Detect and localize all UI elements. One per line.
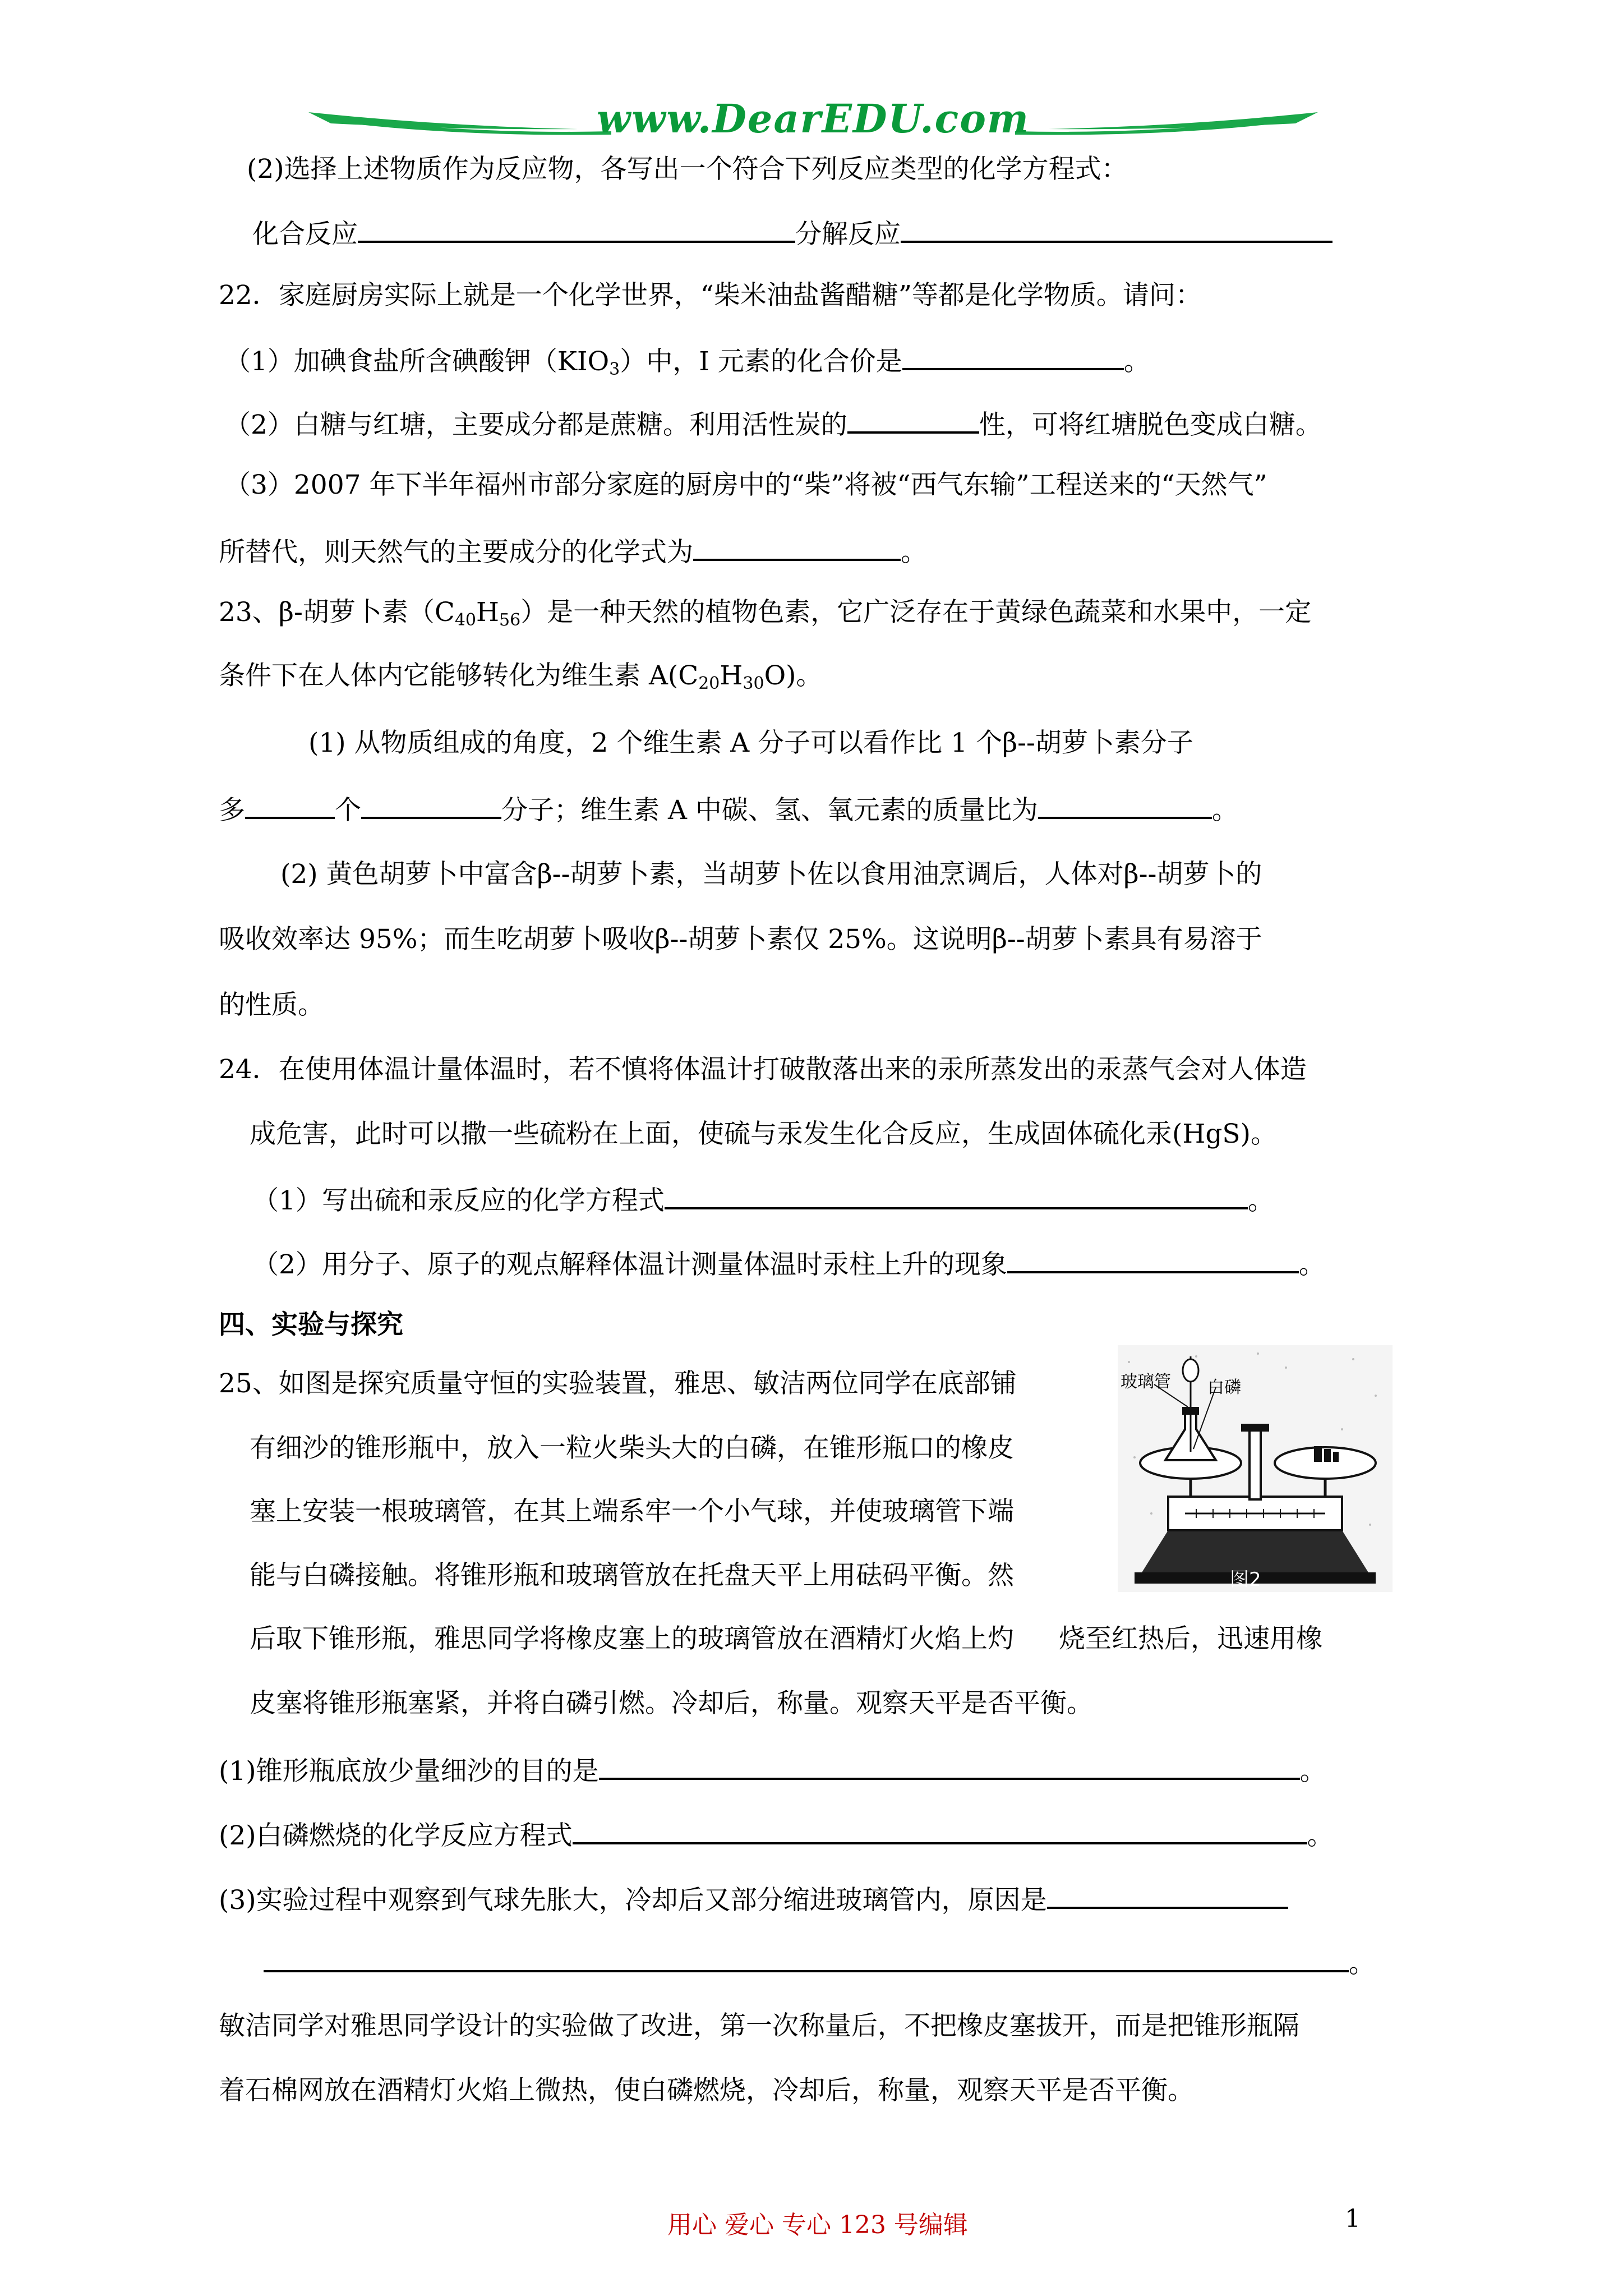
footer-note: 用心 爱心 专心 123 号编辑 (667, 2211, 968, 2239)
q25-improvement: 敏洁同学对雅思同学设计的实验做了改进，第一次称量后，不把橡皮塞拔开，而是把锥形瓶隔 (219, 2010, 1299, 2041)
q24-part2: （2）用分子、原子的观点解释体温计测量体温时汞柱上升的现象 。 (252, 1246, 1325, 1280)
balance-apparatus-figure (1118, 1345, 1393, 1592)
answer-blank[interactable] (847, 407, 979, 434)
page-number: 1 (1345, 2205, 1361, 2233)
q23-part1-blanks: 多 个 分子；维生素 A 中碳、氢、氧元素的质量比为 。 (219, 792, 1238, 826)
answer-blank[interactable] (1007, 1246, 1299, 1273)
q24-stem: 24．在使用体温计量体温时，若不慎将体温计打破散落出来的汞所蒸发出的汞蒸气会对人体造 (219, 1054, 1307, 1085)
q25-improvement-cont: 着石棉网放在酒精灯火焰上微热，使白磷燃烧，冷却后，称量，观察天平是否平衡。 (219, 2075, 1194, 2106)
answer-blank[interactable] (599, 1753, 1300, 1780)
q23-part2-cont: 吸收效率达 95%；而生吃胡萝卜吸收β--胡萝卜素仅 25%。这说明β--胡萝卜素具有易溶于 (219, 924, 1262, 955)
answer-blank[interactable] (665, 1182, 1248, 1209)
q25-stem-4: 能与白磷接触。将锥形瓶和玻璃管放在托盘天平上用砝码平衡。然 (250, 1560, 1014, 1591)
answer-blank[interactable] (1038, 792, 1212, 819)
site-url: www.DearEDU.com (596, 95, 1030, 142)
q24-part1: （1）写出硫和汞反应的化学方程式 。 (252, 1182, 1274, 1216)
answer-blank[interactable] (573, 1818, 1307, 1844)
q22-part3: （3）2007 年下半年福州市部分家庭的厨房中的“柴”将被“西气东输”工程送来的“天然气” (224, 470, 1267, 500)
combination-label: 化合反应 (252, 219, 358, 250)
section-heading: 四、实验与探究 (219, 1309, 403, 1340)
figure-label-glass-tube: 玻璃管 (1121, 1372, 1171, 1392)
q25-stem-6: 皮塞将锥形瓶塞紧，并将白磷引燃。冷却后，称量。观察天平是否平衡。 (250, 1688, 1093, 1719)
answer-blank[interactable] (358, 216, 795, 243)
q25-stem-2: 有细沙的锥形瓶中，放入一粒火柴头大的白磷，在锥形瓶口的橡皮 (250, 1433, 1014, 1464)
figure-caption: 图2 (1230, 1568, 1261, 1591)
q25-stem-3: 塞上安装一根玻璃管，在其上端系牢一个小气球，并使玻璃管下端 (250, 1496, 1014, 1527)
answer-blank[interactable] (264, 1945, 1349, 1972)
q22-stem: 22．家庭厨房实际上就是一个化学世界，“柴米油盐酱醋糖”等都是化学物质。请问： (219, 280, 1202, 311)
q23-stem-cont: 条件下在人体内它能够转化为维生素 $A(C_{20}H_{30}O)$。 (219, 660, 823, 693)
q25-stem-5: 后取下锥形瓶，雅思同学将橡皮塞上的玻璃管放在酒精灯火焰上灼 烧至红热后，迅速用橡 (250, 1623, 1322, 1654)
q25-part1: (1)锥形瓶底放少量细沙的目的是 。 (219, 1753, 1326, 1787)
answer-blank[interactable] (901, 216, 1332, 243)
q25-stem: 25、如图是探究质量守恒的实验装置，雅思、敏洁两位同学在底部铺 (219, 1368, 1017, 1399)
decomposition-label: 分解反应 (795, 219, 901, 250)
q23-part1: (1) 从物质组成的角度，2 个维生素 A 分子可以看作比 1 个β--胡萝卜素分子 (308, 728, 1193, 758)
q24-stem-cont: 成危害，此时可以撒一些硫粉在上面，使硫与汞发生化合反应，生成固体硫化汞(HgS)。 (250, 1119, 1277, 1149)
answer-blank[interactable] (1047, 1882, 1288, 1909)
answer-blank[interactable] (902, 343, 1124, 370)
figure-label-phosphorus: 白磷 (1207, 1378, 1241, 1397)
q22-part1: （1）加碘食盐所含碘酸钾$(KIO_3)$中，I 元素的化合价是 。 (224, 343, 1150, 380)
q21-blanks-line (252, 216, 1332, 250)
answer-blank[interactable] (693, 534, 901, 561)
q23-stem: 23、β-胡萝卜素$(C_{40}H_{56})$是一种天然的植物色素，它广泛存在于黄绿色蔬菜和水果中，一定 (219, 597, 1312, 630)
q25-part3: (3)实验过程中观察到气球先胀大，冷却后又部分缩进玻璃管内，原因是 (219, 1882, 1288, 1916)
q23-part2: (2) 黄色胡萝卜中富含β--胡萝卜素，当胡萝卜佐以食用油烹调后，人体对β--胡萝卜的 (280, 859, 1262, 890)
q25-part3-cont: 。 (264, 1945, 1375, 1979)
answer-blank[interactable] (361, 792, 501, 819)
q21-part2: (2)选择上述物质作为反应物，各写出一个符合下列反应类型的化学方程式： (247, 154, 1128, 185)
answer-blank[interactable] (245, 792, 335, 819)
q25-part2: (2)白磷燃烧的化学反应方程式 。 (219, 1818, 1334, 1851)
q22-part2: （2）白糖与红塘，主要成分都是蔗糖。利用活性炭的 性，可将红塘脱色变成白糖。 (224, 407, 1322, 440)
site-header (297, 95, 1329, 146)
q23-part2-end: 的性质。 (219, 990, 324, 1020)
q22-part3-cont: 所替代，则天然气的主要成分的化学式为 。 (219, 534, 927, 568)
